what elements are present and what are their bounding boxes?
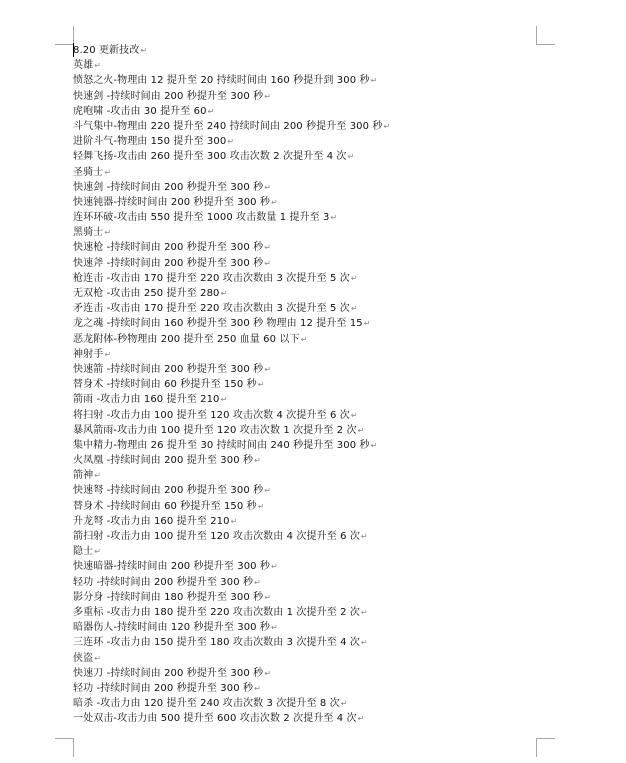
text-line: [73, 620, 533, 635]
paragraph-mark-icon: ↵: [230, 516, 238, 526]
paragraph-mark-icon: ↵: [360, 638, 368, 648]
paragraph-mark-icon: ↵: [264, 592, 271, 602]
line-text: 快速暗器-持续时间由 200 秒提升至 300 秒: [73, 561, 270, 573]
text-line: [73, 301, 533, 316]
line-text: 英雄: [73, 60, 94, 72]
text-line: [73, 347, 533, 362]
text-line: [73, 666, 533, 681]
paragraph-mark-icon: ↵: [370, 440, 378, 450]
text-line: [73, 529, 533, 544]
text-line: [73, 696, 533, 711]
line-text: 快速钝器-持续时间由 200 秒提升至 300 秒: [73, 196, 270, 208]
text-line: [73, 89, 533, 104]
paragraph-mark-icon: ↵: [220, 289, 228, 298]
crop-mark-bottom-right: [536, 738, 555, 757]
line-text: 箭扫射 -攻击力由 100 提升至 120 攻击次数由 4 次提升至 6 次: [73, 531, 360, 542]
paragraph-mark-icon: ↵: [94, 653, 102, 663]
paragraph-mark-icon: ↵: [357, 425, 365, 435]
paragraph-mark-icon: ↵: [363, 319, 371, 329]
line-text: 快速弩 -持续时间由 200 秒提升至 300 秒: [73, 485, 264, 497]
line-text: 轻功 -持续时间由 200 秒提升至 300 秒: [73, 682, 254, 694]
paragraph-mark-icon: ↵: [264, 91, 271, 101]
text-line: [73, 225, 533, 240]
line-text: 快速剑 -持续时间由 200 秒提升至 300 秒: [73, 90, 264, 102]
line-text: 箭神: [73, 470, 94, 482]
paragraph-mark-icon: ↵: [94, 471, 102, 481]
text-line: [73, 651, 533, 666]
line-text: 轻舞飞扬-攻击由 260 提升至 300 攻击次数 2 次提升至 4 次: [73, 151, 347, 163]
line-text: 圣骑士: [73, 166, 104, 178]
paragraph-mark-icon: ↵: [104, 167, 112, 177]
paragraph-mark-icon: ↵: [257, 501, 265, 511]
line-text: 龙之魂 -持续时间由 160 秒提升至 300 秒 物理由 12 提升至 15: [73, 318, 363, 330]
line-text: 暗器伤人-持续时间由 120 秒提升至 300 秒: [73, 622, 270, 634]
crop-mark-top-left: [55, 26, 74, 45]
line-text: 神射手: [73, 348, 104, 360]
line-text: 替身术 -持续时间由 60 秒提升至 150 秒: [73, 379, 257, 391]
line-text: 8.20 更新技改: [73, 45, 140, 56]
paragraph-mark-icon: ↵: [207, 106, 215, 116]
line-text: 恶龙附体-秒物理由 200 提升至 250 血量 60 以下: [73, 333, 300, 345]
text-line: [73, 271, 533, 286]
text-line: [73, 195, 533, 210]
paragraph-mark-icon: ↵: [94, 61, 102, 71]
text-line: [73, 210, 533, 225]
line-text: 升龙弩 -攻击力由 160 提升至 210: [73, 515, 230, 527]
text-line: [73, 240, 533, 255]
paragraph-mark-icon: ↵: [340, 699, 348, 709]
paragraph-mark-icon: ↵: [264, 182, 271, 192]
line-text: 黑骑士: [73, 227, 104, 239]
paragraph-mark-icon: ↵: [271, 623, 278, 633]
text-line: [73, 544, 533, 559]
text-line: [73, 423, 533, 438]
line-text: 虎咆啸 -攻击由 30 提升至 60: [73, 105, 207, 117]
text-line: [73, 392, 533, 407]
paragraph-mark-icon: ↵: [347, 152, 355, 162]
paragraph-mark-icon: ↵: [264, 243, 271, 253]
paragraph-mark-icon: ↵: [220, 395, 228, 405]
paragraph-mark-icon: ↵: [104, 349, 112, 359]
text-line: [73, 468, 533, 483]
text-line: [73, 362, 533, 377]
text-line: [73, 256, 533, 271]
line-text: 三连环 -攻击力由 150 提升至 180 攻击次数由 3 次提升至 4 次: [73, 637, 360, 649]
paragraph-mark-icon: ↵: [264, 258, 271, 268]
paragraph-mark-icon: ↵: [140, 46, 148, 55]
text-line: [73, 134, 533, 149]
paragraph-mark-icon: ↵: [94, 547, 102, 557]
text-line: [73, 408, 533, 423]
paragraph-mark-icon: ↵: [350, 410, 358, 420]
line-text: 斗气集中-物理由 220 提升至 240 持续时间由 200 秒提升至 300 秒: [73, 120, 383, 132]
paragraph-mark-icon: ↵: [360, 532, 368, 541]
text-line: [73, 711, 533, 726]
paragraph-mark-icon: ↵: [271, 562, 278, 572]
text-line: [73, 119, 533, 134]
text-line: [73, 453, 533, 468]
crop-mark-bottom-left: [55, 738, 74, 757]
text-line: [73, 575, 533, 590]
text-line: [73, 58, 533, 73]
text-line: [73, 590, 533, 605]
line-text: 进阶斗气-物理由 150 提升至 300: [73, 136, 227, 148]
text-line: [73, 149, 533, 164]
text-line: [73, 43, 533, 58]
paragraph-mark-icon: ↵: [330, 213, 338, 223]
text-line: [73, 514, 533, 529]
paragraph-mark-icon: ↵: [383, 121, 391, 131]
line-text: 快速枪 -持续时间由 200 秒提升至 300 秒: [73, 242, 264, 254]
line-text: 一处双击-攻击力由 500 提升至 600 攻击次数 2 次提升至 4 次: [73, 713, 357, 725]
paragraph-mark-icon: ↵: [257, 380, 265, 390]
line-text: 快速刀 -持续时间由 200 秒提升至 300 秒: [73, 667, 264, 679]
paragraph-mark-icon: ↵: [350, 273, 358, 283]
paragraph-mark-icon: ↵: [227, 137, 235, 147]
line-text: 多重标 -攻击力由 180 提升至 220 攻击次数由 1 次提升至 2 次: [73, 606, 360, 618]
line-text: 快速斧 -持续时间由 200 秒提升至 300 秒: [73, 257, 264, 269]
paragraph-mark-icon: ↵: [104, 228, 112, 238]
paragraph-mark-icon: ↵: [264, 486, 271, 496]
text-line: [73, 605, 533, 620]
document-body[interactable]: [73, 43, 533, 726]
line-text: 替身术 -持续时间由 60 秒提升至 150 秒: [73, 500, 257, 512]
line-text: 连环环破-攻击由 550 提升至 1000 攻击数量 1 提升至 3: [73, 212, 330, 224]
paragraph-mark-icon: ↵: [264, 668, 271, 678]
line-text: 快速箭 -持续时间由 200 秒提升至 300 秒: [73, 363, 264, 375]
line-text: 隐士: [73, 546, 94, 558]
text-line: [73, 635, 533, 650]
line-text: 愤怒之火-物理由 12 提升至 20 持续时间由 160 秒提升到 300 秒: [73, 75, 370, 87]
text-line: [73, 681, 533, 696]
line-text: 将扫射 -攻击力由 100 提升至 120 攻击次数 4 次提升至 6 次: [73, 409, 350, 421]
line-text: 轻功 -持续时间由 200 秒提升至 300 秒: [73, 576, 254, 588]
line-text: 暗杀 -攻击力由 120 提升至 240 攻击次数 3 次提升至 8 次: [73, 698, 340, 710]
line-text: 暴风箭雨-攻击力由 100 提升至 120 攻击次数 1 次提升至 2 次: [73, 424, 357, 436]
line-text: 快速剑 -持续时间由 200 秒提升至 300 秒: [73, 181, 264, 193]
line-text: 集中精力-物理由 26 提升至 30 持续时间由 240 秒提升至 300 秒: [73, 439, 370, 451]
text-line: [73, 559, 533, 574]
paragraph-mark-icon: ↵: [264, 364, 271, 374]
paragraph-mark-icon: ↵: [254, 577, 261, 587]
text-line: [73, 104, 533, 119]
line-text: 箭雨 -攻击力由 160 提升至 210: [73, 394, 220, 406]
text-line: [73, 286, 533, 301]
paragraph-mark-icon: ↵: [370, 76, 378, 86]
text-line: [73, 165, 533, 180]
line-text: 影分身 -持续时间由 180 秒提升至 300 秒: [73, 591, 264, 603]
paragraph-mark-icon: ↵: [271, 197, 278, 207]
text-line: [73, 73, 533, 88]
text-line: [73, 377, 533, 392]
text-line: [73, 180, 533, 195]
crop-mark-top-right: [536, 26, 555, 45]
text-line: [73, 438, 533, 453]
line-text: 无双枪 -攻击由 250 提升至 280: [73, 288, 220, 299]
line-text: 枪连击 -攻击由 170 提升至 220 攻击次数由 3 次提升至 5 次: [73, 272, 350, 284]
paragraph-mark-icon: ↵: [300, 334, 308, 344]
line-text: 侠盗: [73, 652, 94, 664]
paragraph-mark-icon: ↵: [254, 683, 261, 693]
paragraph-mark-icon: ↵: [254, 456, 261, 466]
line-text: 矛连击 -攻击由 170 提升至 220 攻击次数由 3 次提升至 5 次: [73, 303, 350, 315]
text-line: [73, 499, 533, 514]
line-text: 火凤凰 -持续时间由 200 提升至 300 秒: [73, 455, 254, 467]
paragraph-mark-icon: ↵: [360, 607, 368, 617]
text-line: [73, 332, 533, 347]
paragraph-mark-icon: ↵: [357, 714, 365, 724]
paragraph-mark-icon: ↵: [350, 304, 358, 314]
text-line: [73, 316, 533, 331]
text-line: [73, 483, 533, 498]
